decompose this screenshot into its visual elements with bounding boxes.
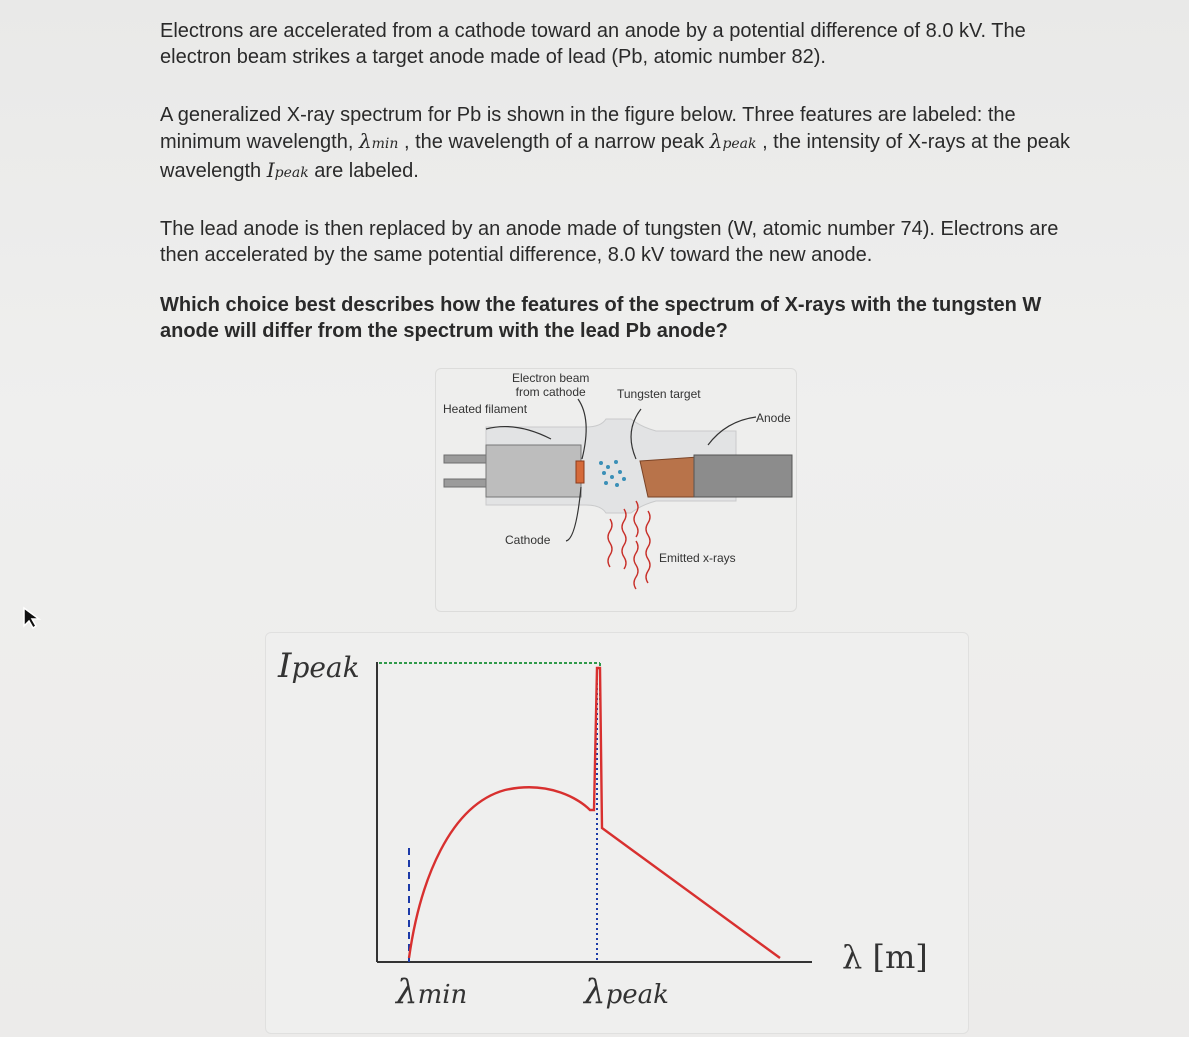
paragraph-setup [160, 18, 1090, 70]
emitted-xrays [608, 501, 650, 589]
lambda-symbol: λ [396, 972, 418, 1012]
intensity-symbol: I [266, 158, 275, 182]
emitted-xrays-label: Emitted x-rays [659, 551, 736, 565]
mouse-cursor-icon [22, 606, 42, 630]
label-line: from cathode [515, 385, 586, 399]
electron-beam-label [512, 371, 589, 399]
text-part: , the intensity of X-rays at the peak wavelength [160, 131, 1071, 182]
cathode-cup [486, 445, 581, 497]
paragraph-spectrum-description [160, 102, 1090, 186]
peak-subscript: peak [722, 136, 757, 152]
text-part: are labeled. [308, 160, 419, 182]
peak-subscript: peak [291, 651, 360, 684]
cathode-label: Cathode [505, 533, 551, 547]
lambda-peak-label [584, 972, 669, 1012]
min-subscript: min [371, 136, 399, 152]
lambda-symbol: λ [709, 129, 723, 153]
label-line: Electron beam [512, 371, 590, 385]
lambda-symbol: λ [584, 972, 606, 1012]
prompt-text: Which choice best describes how the features of the spectrum of X-rays with the tungsten W anode will differ from the spectrum with the lead Pb anode? [160, 294, 1042, 342]
x-axis-label: λ [m] [842, 938, 928, 976]
heated-filament [576, 461, 584, 483]
peak-subscript: peak [605, 980, 669, 1010]
heated-filament-label: Heated filament [443, 402, 528, 416]
question-prompt [160, 292, 1090, 344]
setup-text: Electrons are accelerated from a cathode toward an anode by a potential difference of 8.0 kV. The electron beam strikes a target anode made of lead (Pb, atomic number 82). [160, 20, 1026, 68]
anode-label: Anode [756, 411, 791, 425]
text-part: , the wavelength of a narrow peak [398, 131, 710, 153]
min-subscript: min [417, 980, 468, 1010]
lambda-symbol: λ [358, 129, 372, 153]
tungsten-target [640, 457, 698, 497]
paragraph-tungsten [160, 216, 1090, 268]
peak-subscript: peak [274, 165, 309, 181]
tungsten-text: The lead anode is then replaced by an anode made of tungsten (W, atomic number 74). Electrons are then accelerated by the same potential difference, 8.0 kV toward the new anode. [160, 218, 1059, 266]
anode-body [694, 455, 792, 497]
tungsten-target-label: Tungsten target [617, 387, 701, 401]
xray-tube-figure [435, 368, 797, 612]
i-symbol: I [278, 646, 292, 686]
text-part: A generalized X-ray spectrum for Pb is shown in the figure below. Three features are labeled: the minimum wavelength, [160, 104, 1016, 153]
i-peak-label [278, 646, 360, 686]
lambda-min-label [396, 972, 467, 1012]
